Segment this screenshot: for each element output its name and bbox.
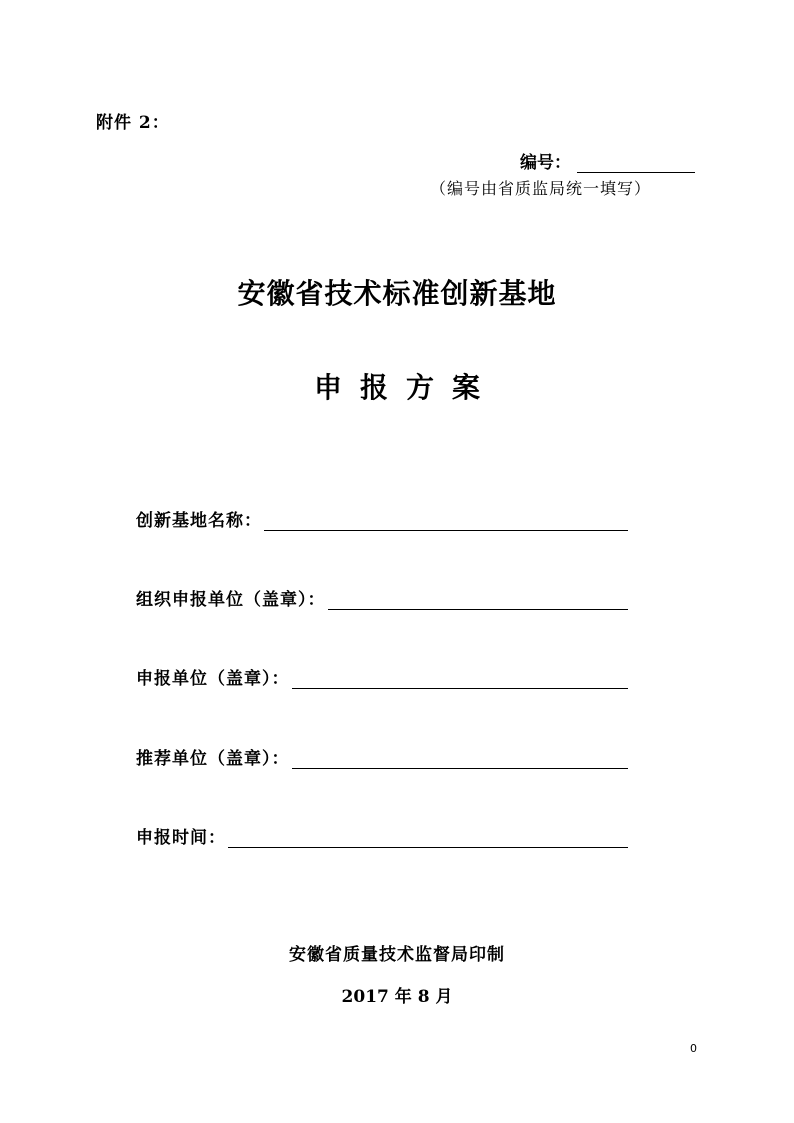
number-note: （编号由省质监局统一填写） — [430, 179, 652, 198]
field-label: 推荐单位（盖章）： — [136, 749, 290, 769]
publish-date: 2017 年 8 月 — [341, 987, 453, 1007]
field-blank-line[interactable] — [292, 748, 629, 769]
field-blank-line[interactable] — [328, 589, 629, 610]
document-title: 安徽省技术标准创新基地 — [237, 277, 557, 310]
attachment-label: 附件 2： — [96, 113, 170, 133]
number-blank-field[interactable] — [577, 154, 695, 173]
page-number: 0 — [690, 1042, 697, 1055]
field-recommending-unit — [136, 744, 628, 769]
field-base-name — [136, 506, 628, 531]
field-organizing-unit — [136, 585, 628, 610]
number-label: 编号： — [520, 153, 571, 173]
field-blank-line[interactable] — [264, 510, 628, 531]
field-blank-line[interactable] — [292, 668, 629, 689]
document-subtitle: 申报方案 — [313, 371, 498, 404]
field-label: 申报时间： — [136, 828, 226, 848]
publisher: 安徽省质量技术监督局印制 — [289, 945, 505, 965]
number-line — [520, 148, 695, 173]
field-application-date — [136, 823, 628, 848]
field-label: 申报单位（盖章）： — [136, 669, 290, 689]
field-label: 组织申报单位（盖章）： — [136, 590, 326, 610]
field-applicant-unit — [136, 664, 628, 689]
field-label: 创新基地名称： — [136, 511, 262, 531]
field-blank-line[interactable] — [228, 827, 628, 848]
